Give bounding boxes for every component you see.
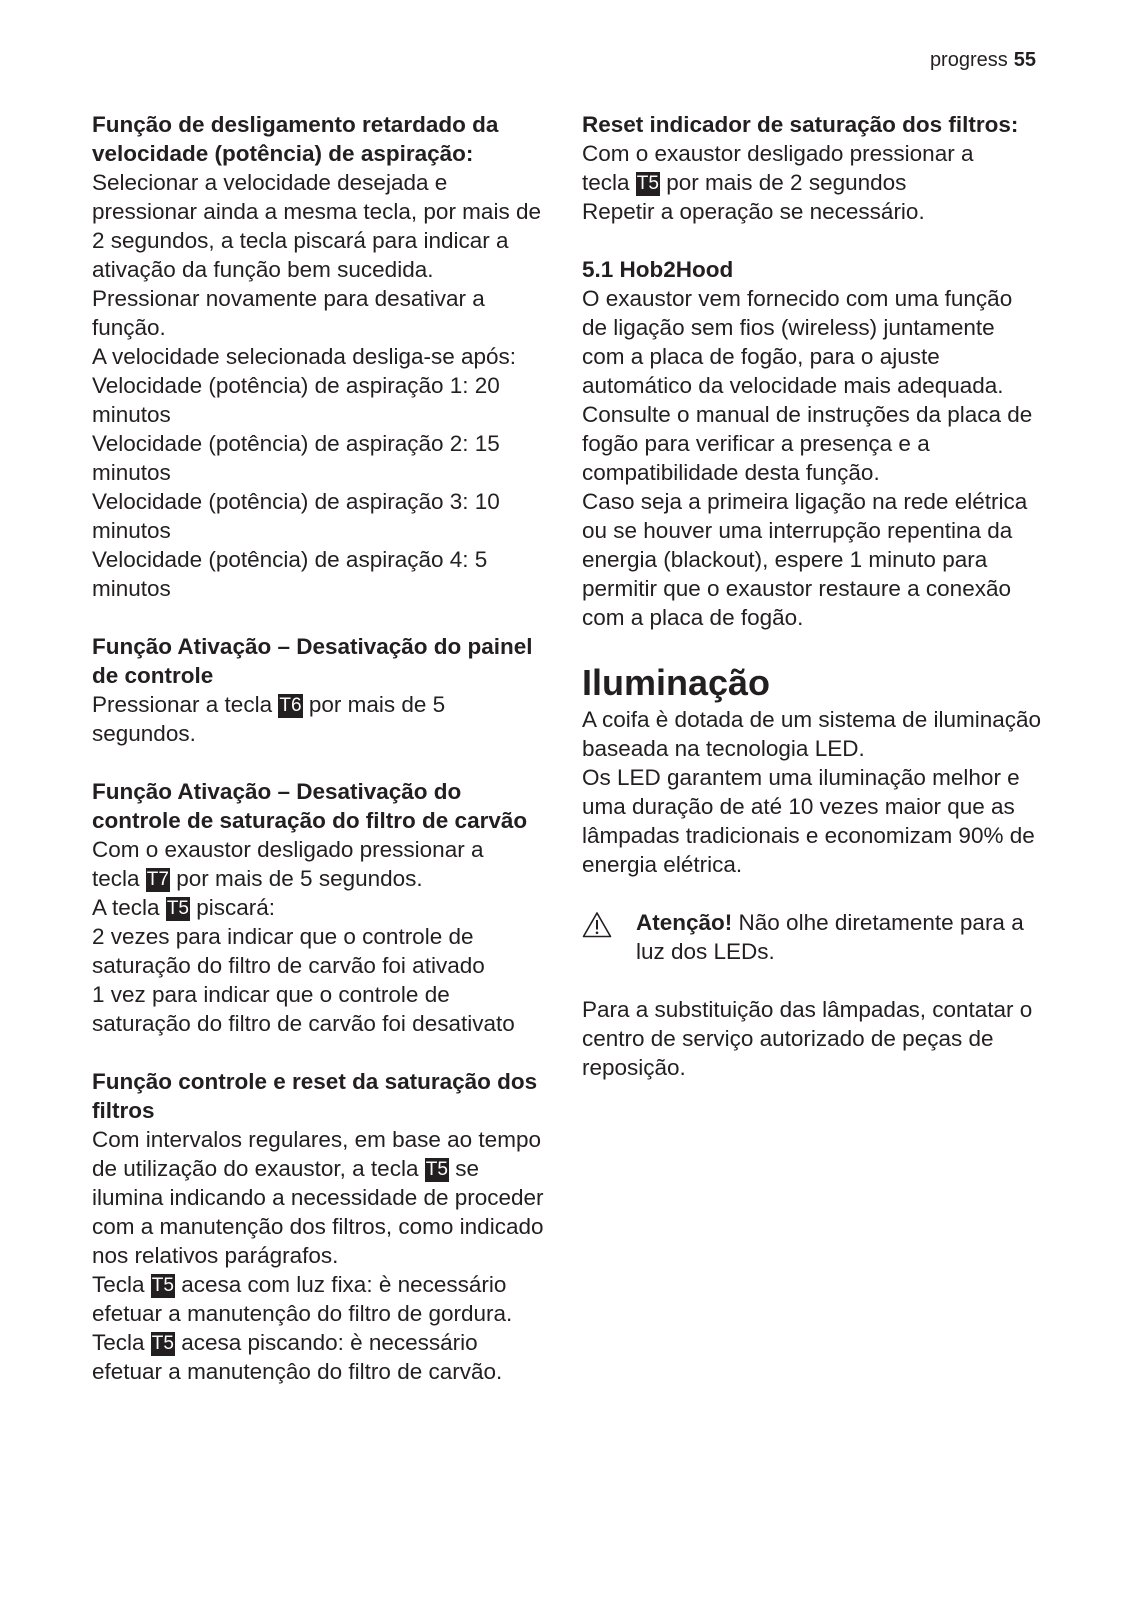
- paragraph: [92, 1270, 552, 1328]
- paragraph: 1 vez para indicar que o controle de saturação do filtro de carvão foi desativato: [92, 982, 515, 1036]
- key-t5-label: T5: [166, 898, 189, 919]
- text-run: Pressionar a tecla: [92, 692, 273, 717]
- section-heading: Reset indicador de saturação dos filtros:: [582, 112, 1019, 137]
- section-control-panel-lock: [92, 632, 552, 748]
- text-run: A tecla: [92, 895, 160, 920]
- page-number: 55: [1013, 49, 1036, 71]
- chapter-heading: Iluminação: [582, 662, 771, 703]
- paragraph: Selecionar a velocidade desejada e pressionar ainda a mesma tecla, por mais de 2 segundos, a tecla piscará para indicar a ativação da função bem sucedida.: [92, 170, 541, 282]
- key-t5-label: T5: [636, 173, 659, 194]
- section-lighting: [582, 661, 1042, 879]
- text-run: tecla: [92, 866, 140, 891]
- text-run: Com intervalos regulares, em base ao tempo de utilização do exaustor, a tecla: [92, 1127, 541, 1181]
- key-t7-label: T7: [146, 869, 169, 890]
- paragraph: [92, 893, 552, 922]
- text-run: por mais de 2 segundos: [666, 170, 907, 195]
- paragraph: Para a substituição das lâmpadas, contatar o centro de serviço autorizado de peças de reposição.: [582, 997, 1033, 1080]
- paragraph: Repetir a operação se necessário.: [582, 199, 925, 224]
- paragraph: A velocidade selecionada desliga-se após:: [92, 344, 517, 369]
- paragraph: Caso seja a primeira ligação na rede elétrica ou se houver uma interrupção repentina da energia (blackout), espere 1 minuto para permitir que o exaustor restaure a conexão com a placa de fogão.: [582, 489, 1028, 630]
- text-run: piscará:: [196, 895, 276, 920]
- text-run: tecla: [582, 170, 630, 195]
- text-run: Tecla: [92, 1272, 145, 1297]
- paragraph: [582, 168, 1042, 197]
- paragraph: Velocidade (potência) de aspiração 4: 5 minutos: [92, 547, 488, 601]
- text-run: por mais de 5 segundos.: [176, 866, 423, 891]
- paragraph: Os LED garantem uma iluminação melhor e uma duração de até 10 vezes maior que as lâmpadas tradicionais e economizam 90% de energia elétrica.: [582, 765, 1035, 877]
- text-run: se ilumina indicando a necessidade de proceder com a manutenção dos filtros, como indicado nos relativos parágrafos.: [92, 1156, 544, 1268]
- paragraph: Com o exaustor desligado pressionar a: [582, 141, 974, 166]
- section-heading: Função Ativação – Desativação do painel de controle: [92, 634, 533, 688]
- paragraph: 2 vezes para indicar que o controle de saturação do filtro de carvão foi ativado: [92, 924, 485, 978]
- warning-triangle-icon: [582, 911, 612, 938]
- section-lamp-replacement: [582, 995, 1042, 1082]
- section-carbon-filter-control: [92, 777, 552, 1038]
- paragraph: [92, 690, 552, 748]
- paragraph: [92, 864, 552, 893]
- section-filter-saturation: [92, 1067, 552, 1386]
- key-t5-label: T5: [151, 1333, 174, 1354]
- paragraph: Pressionar novamente para desativar a função.: [92, 286, 485, 340]
- left-column: [92, 110, 552, 1415]
- section-reset-indicator: [582, 110, 1042, 226]
- warning-label: Atenção!: [636, 910, 733, 935]
- text-run: acesa piscando: è necessário efetuar a manutençâo do filtro de carvão.: [92, 1330, 503, 1384]
- right-column: [582, 110, 1042, 1111]
- key-t5-label: T5: [151, 1275, 174, 1296]
- paragraph: Com o exaustor desligado pressionar a: [92, 837, 484, 862]
- paragraph: [636, 908, 1042, 966]
- section-delayed-shutdown: [92, 110, 552, 603]
- text-run: acesa com luz fixa: è necessário efetuar a manutençâo do filtro de gordura.: [92, 1272, 513, 1326]
- paragraph: A coifa è dotada de um sistema de iluminação baseada na tecnologia LED.: [582, 707, 1042, 761]
- section-hob2hood: [582, 255, 1042, 632]
- warning-text: Não olhe diretamente para a luz dos LEDs.: [636, 910, 1024, 964]
- section-heading: Função controle e reset da saturação dos filtros: [92, 1069, 538, 1123]
- paragraph: Velocidade (potência) de aspiração 2: 15 minutos: [92, 431, 500, 485]
- paragraph: [92, 1125, 552, 1270]
- paragraph: [92, 1328, 552, 1386]
- paragraph: Velocidade (potência) de aspiração 1: 20 minutos: [92, 373, 500, 427]
- warning-note: [582, 908, 1042, 966]
- key-t5-label: T5: [425, 1159, 448, 1180]
- paragraph: O exaustor vem fornecido com uma função de ligação sem fios (wireless) juntamente com a placa de fogão, para o ajuste automático da velocidade mais adequada. Consulte o manual de instruções da placa de fogão para verificar a presença e a compatibilidade desta função.: [582, 286, 1033, 485]
- paragraph: Velocidade (potência) de aspiração 3: 10 minutos: [92, 489, 500, 543]
- section-heading: Função de desligamento retardado da velocidade (potência) de aspiração:: [92, 112, 499, 166]
- text-run: Tecla: [92, 1330, 145, 1355]
- section-heading: 5.1 Hob2Hood: [582, 257, 734, 282]
- text-run: por mais de 5 segundos.: [92, 692, 446, 746]
- brand-name: progress: [929, 49, 1008, 71]
- page-header: [930, 48, 1036, 72]
- section-heading: Função Ativação – Desativação do controle de saturação do filtro de carvão: [92, 779, 528, 833]
- key-t6-label: T6: [279, 695, 302, 716]
